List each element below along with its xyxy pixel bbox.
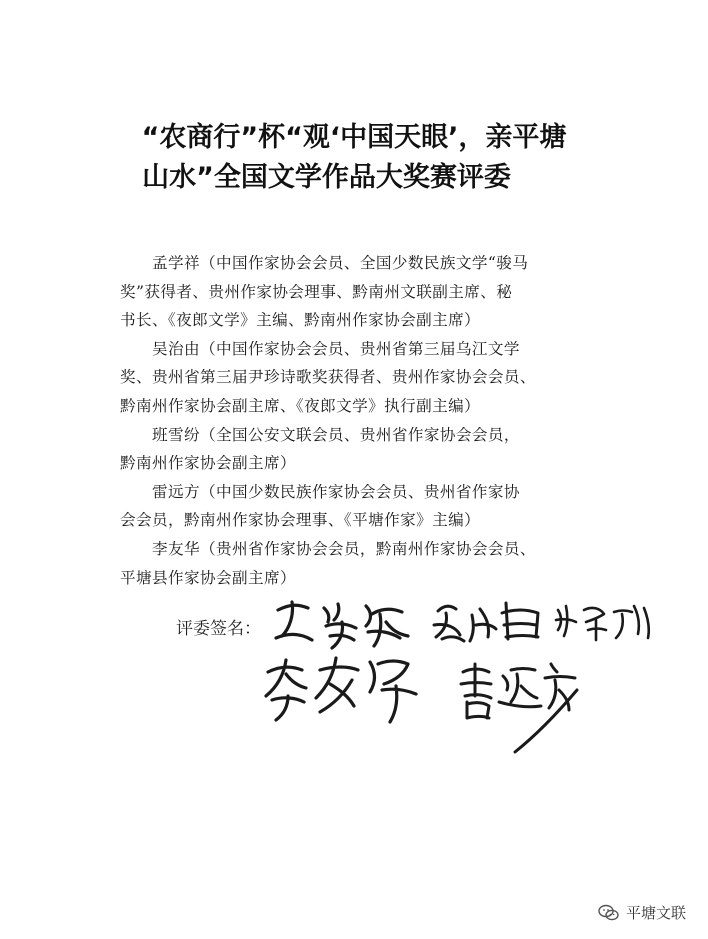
signature-label: 评委签名： <box>176 619 261 639</box>
judge-line: 奖、贵州省第三届尹珍诗歌奖获得者、贵州作家协会会员、 <box>120 368 536 387</box>
signature-4 <box>258 650 428 728</box>
watermark <box>598 902 686 923</box>
judge-entry <box>120 535 632 592</box>
signature-1 <box>268 592 418 652</box>
judge-entry <box>120 335 632 421</box>
judge-entry <box>120 478 632 535</box>
signature-5 <box>455 656 585 756</box>
judge-entry <box>120 249 632 335</box>
judge-line: 平塘县作家协会副主席） <box>120 568 296 587</box>
judge-line: 会会员，黔南州作家协会理事、《平塘作家》主编） <box>120 511 481 530</box>
signature-2 <box>430 595 550 647</box>
watermark-text: 平塘文联 <box>625 904 686 922</box>
judge-entry <box>120 421 632 478</box>
judge-line: 书长、《夜郎文学》主编、黔南州作家协会副主席） <box>120 311 481 330</box>
judge-line: 吴治由（中国作家协会会员、贵州省第三届乌江文学 <box>152 339 520 358</box>
judge-line: 孟学祥（中国作家协会会员、全国少数民族文学“骏马 <box>152 254 529 272</box>
judge-line: 黔南州作家协会副主席） <box>120 454 296 473</box>
judge-line: 奖”获得者、贵州作家协会理事、黔南州文联副主席、秘 <box>120 282 513 301</box>
title-line-2: 山水”全国文学作品大奖赛评委 <box>142 162 511 193</box>
wechat-icon <box>598 904 620 922</box>
judge-line: 雷远方（中国少数民族作家协会会员、贵州省作家协 <box>152 482 520 501</box>
judge-line: 李友华（贵州省作家协会会员，黔南州作家协会会员、 <box>152 539 536 558</box>
judges-list <box>120 249 632 592</box>
judge-line: 班雪纷（全国公安文联会员、贵州省作家协会会员， <box>152 425 520 444</box>
title-line-1: “农商行”杯“观‘中国天眼’，亲平塘 <box>141 122 567 153</box>
document-title <box>0 118 708 198</box>
signature-3 <box>552 598 657 646</box>
judge-line: 黔南州作家协会副主席、《夜郎文学》执行副主编） <box>120 396 481 415</box>
